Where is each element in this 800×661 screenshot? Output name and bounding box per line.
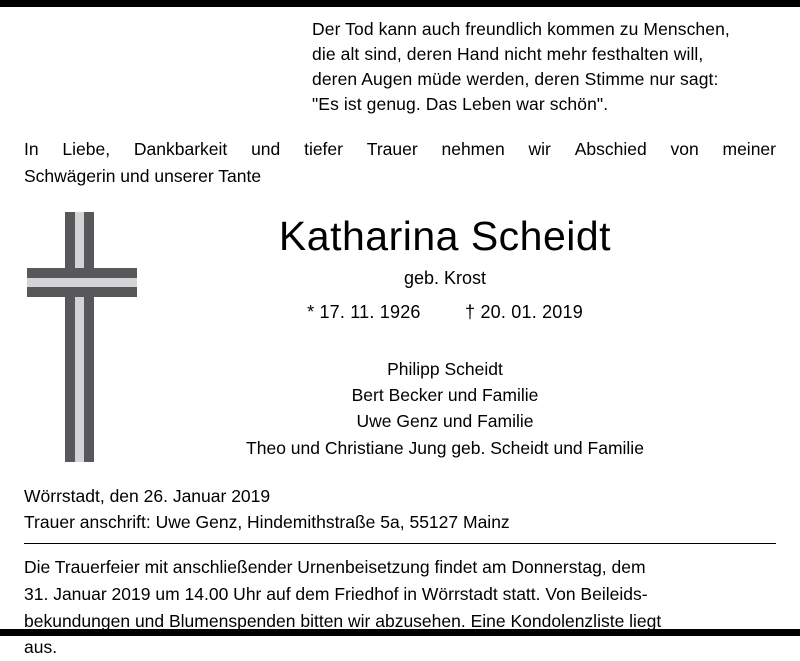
section-divider bbox=[24, 543, 776, 544]
obituary-inner bbox=[0, 7, 800, 658]
intro-word: tiefer bbox=[304, 139, 343, 160]
mourner-item: Theo und Christiane Jung geb. Scheidt und Familie bbox=[246, 437, 644, 458]
poem-line-3: deren Augen müde werden, deren Stimme nur sagt: bbox=[312, 68, 719, 89]
intro-word: Trauer bbox=[366, 139, 418, 160]
poem-line-1: Der Tod kann auch freundlich kommen zu Menschen, bbox=[312, 19, 730, 39]
death-date: † 20. 01. 2019 bbox=[465, 301, 583, 322]
intro-word: Abschied bbox=[574, 139, 647, 160]
maiden-name: geb. Krost bbox=[403, 267, 487, 288]
mourner-item: Bert Becker und Familie bbox=[351, 385, 539, 406]
poem-line-2: die alt sind, deren Hand nicht mehr festhalten will, bbox=[312, 43, 704, 64]
details-line-4: aus. bbox=[24, 637, 58, 658]
mourning-address: Trauer anschrift: Uwe Genz, Hindemithstraße 5a, 55127 Mainz bbox=[24, 512, 510, 533]
cross-icon bbox=[27, 212, 137, 462]
intro-word: und bbox=[251, 139, 281, 160]
intro-word: Liebe, bbox=[62, 139, 111, 160]
intro-block bbox=[24, 136, 776, 189]
birth-date: * 17. 11. 1926 bbox=[307, 301, 421, 322]
details-line-3: bekundungen und Blumenspenden bitten wir abzusehen. Eine Kondolenzliste liegt bbox=[24, 610, 662, 631]
intro-line-1 bbox=[24, 136, 776, 162]
intro-word: In bbox=[24, 139, 39, 160]
intro-word: von bbox=[670, 139, 699, 160]
details-line-2: 31. Januar 2019 um 14.00 Uhr auf dem Friedhof in Wörrstadt statt. Von Beileids- bbox=[24, 584, 648, 605]
life-dates bbox=[114, 302, 776, 323]
intro-word: wir bbox=[528, 139, 551, 160]
place-and-date: Wörrstadt, den 26. Januar 2019 bbox=[24, 485, 271, 506]
place-block bbox=[24, 483, 776, 536]
details-line-1: Die Trauerfeier mit anschließender Urnenbeisetzung findet am Donnerstag, dem bbox=[24, 557, 646, 578]
funeral-details bbox=[24, 554, 776, 660]
poem-line-4: "Es ist genug. Das Leben war schön". bbox=[312, 93, 609, 114]
mourner-item: Uwe Genz und Familie bbox=[356, 411, 534, 432]
mourner-item: Philipp Scheidt bbox=[387, 358, 503, 379]
intro-line-2: Schwägerin und unserer Tante bbox=[24, 165, 262, 186]
deceased-name: Katharina Scheidt bbox=[278, 212, 612, 259]
intro-word: Dankbarkeit bbox=[133, 139, 228, 160]
intro-word: nehmen bbox=[441, 139, 505, 160]
intro-word: meiner bbox=[722, 139, 776, 160]
poem-block bbox=[312, 17, 776, 116]
